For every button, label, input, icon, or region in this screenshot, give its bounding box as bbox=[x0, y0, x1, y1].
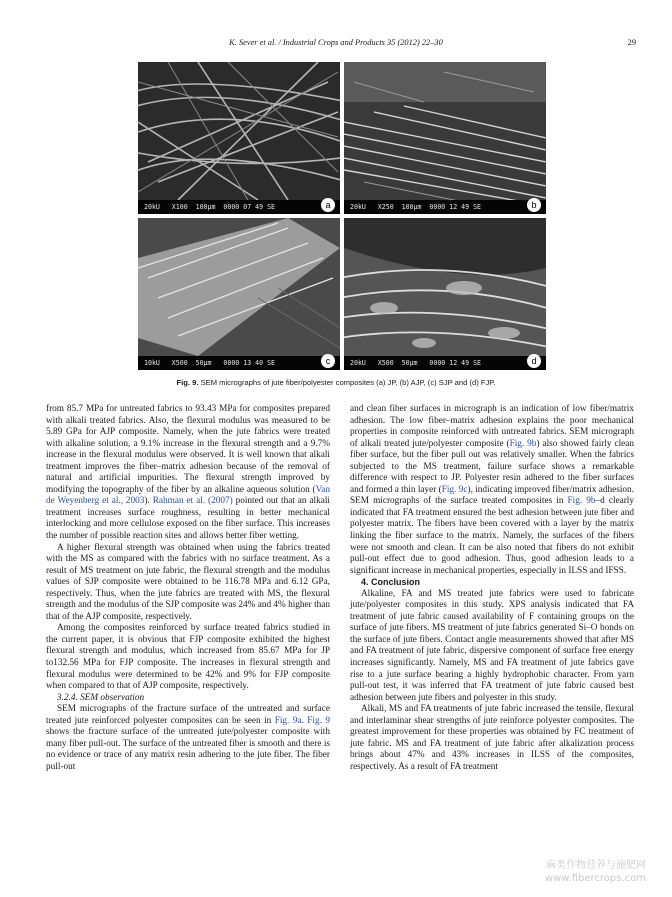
section-heading: 4. Conclusion bbox=[361, 577, 421, 588]
left-paragraph-3: Among the composites reinforced by surface treated fabrics studied in the current paper, it is obvious that FJP composite exhibited the highest flexural strength and modulus, which increased from 85.67 MPa for JP to132.56 MPa for FJP composite. The increases in flexural strength and flexural modulus were determined to be 42% and 9% for FJP composite when compared to that of AJP composite, respectively. bbox=[46, 623, 330, 692]
text-span: from 85.7 MPa for untreated fabrics to 93.43 MPa for composites prepared with alkali treated fabrics. Also, the flexural modulus was measured to be 5.89 GPa for AJP composite. Namely, when the jute fabrics were treated with alkaline solution, a 9.1% increase in the flexural strength and a 9.7% increase in the flexural modulus were observed. It is well known that alkali treatment improves the fiber–matrix adhesion because of the removal of natural and artificial impurities. The flexural strength improved by modifying the topography of the fiber by an alkaline aqueous solution ( bbox=[46, 404, 330, 495]
text-span: and clean fiber surfaces in micrograph is an indication of low fiber/matrix adhesion. The low fiber–matrix adhesion explains the poor mechanical properties in composite reinforced with untreated fabrics. SEM micrograph of alkali treated jute/polyester composite ( bbox=[350, 404, 634, 449]
ref-link[interactable]: Rahman et al. (2007) bbox=[152, 496, 233, 507]
text-span: . bbox=[301, 715, 308, 726]
figure-caption bbox=[0, 378, 672, 387]
left-paragraph-1 bbox=[46, 404, 330, 543]
panel-label-d: d bbox=[527, 354, 541, 368]
scale-info-c: 10kU X500 50μm 0000 13 40 SE bbox=[138, 356, 340, 370]
panel-label-c: c bbox=[321, 354, 335, 368]
ref-link[interactable]: Fig. 9 bbox=[307, 715, 330, 726]
sem-panel-c bbox=[138, 218, 340, 370]
text-span: SEM micrographs of the fracture surface of the untreated and surface treated jute reinforced polyester composites can be seen in bbox=[46, 704, 330, 726]
right-paragraph-2: Alkaline, FA and MS treated jute fabrics were used to fabricate jute/polyester composites in this study. XPS analysis indicated that FA treatment of jute fabric caused availability of F containing groups on the surface of jute fibers. MS treatment of jute fabrics generated Si–O bonds on the surface of jute fibers. Contact angle measurements showed that after MS and FA treatment of jute fabric, dispersive component of surface free energy increases significantly. Namely, MS and FA treatment of jute fabrics gave rise to a jute surface bearing a highly hydrophobic character. From yarn pull-out test, it was inferred that FA treatment of jute fabric caused best adhesion between jute fibers and polyester in this study. bbox=[350, 588, 634, 703]
caption-text: SEM micrographs of jute fiber/polyester composites (a) JP, (b) AJP, (c) SJP and (d) FJP. bbox=[200, 378, 496, 387]
scale-info-d: 20kU X500 50μm 0000 12 49 SE bbox=[344, 356, 546, 370]
right-paragraph-3: Alkali, MS and FA treatments of jute fabric increased the tensile, flexural and interlaminar shear strengths of jute reinforce polyester composites. The greatest improvement for these properties was obtained by FC treatment of jute fabric. MS and FA treatment of jute fabric after alkalization process brings about 47% and 43% increases in ILSS of the composites, respectively. As a result of FA treatment bbox=[350, 704, 634, 772]
scale-info-a: 20kU X100 100μm 0000 07 49 SE bbox=[138, 200, 340, 214]
text-span: ) also showed fairly clean fiber surface, but the fiber pull out was relatively smaller. When the fabrics subjected to the MS treatment, failure surface shows a remarkable difference with respect to JP. Polyester resin adhered to the fiber surfaces and formed a thin layer ( bbox=[350, 438, 634, 495]
running-title: K. Sever et al. / Industrial Crops and Products 35 (2012) 22–30 bbox=[229, 38, 443, 47]
ref-link[interactable]: Fig. 9a bbox=[274, 715, 302, 726]
text-span: ). bbox=[144, 496, 153, 507]
sem-panel-d bbox=[344, 218, 546, 370]
sem-image-d bbox=[344, 218, 546, 370]
caption-label: Fig. 9. bbox=[176, 378, 199, 387]
ref-link[interactable]: Fig. 9b bbox=[567, 496, 596, 507]
text-span: pointed out that an alkali treatment increases surface roughness, resulting in better mechanical interlocking and more cellulose exposed on the fiber surface. This increases the number of possible reaction sites and allows better fiber wetting. bbox=[46, 496, 330, 542]
panel-label-a: a bbox=[321, 198, 335, 212]
sem-image-a bbox=[138, 62, 340, 214]
ref-link[interactable]: Van de Weyenberg et al., 2003 bbox=[46, 484, 330, 507]
text-span: –d clearly indicated that FA treatment ensured the best adhesion between jute fiber and polyester matrix. The fibers have been covered with a layer by the matrix linking the fiber surface to the matrix. Namely, the surfaces of the fibers were not smooth and clean. It can be also noted that fibers do not exhibit pull-out effect due to good adhesion. Thus, good adhesion leads to a significant increase in mechanical properties, especially in ILSS and IFSS. bbox=[350, 496, 634, 576]
sem-image-c bbox=[138, 218, 340, 370]
sem-panel-a bbox=[138, 62, 340, 214]
sem-image-b bbox=[344, 62, 546, 214]
right-paragraph-1 bbox=[350, 404, 634, 577]
watermark-line-1: 麻类作物营养与施肥网 bbox=[546, 860, 646, 871]
sem-panel-b bbox=[344, 62, 546, 214]
text-span: shows the fracture surface of the untreated jute/polyester composite with many fiber pull-out. The surface of the untreated fiber is smooth and there is no evidence or trace of any matrix resin adhering to the jute fiber. The fiber pull-out bbox=[46, 727, 330, 772]
text-span: ), indicating improved fiber/matrix adhesion. SEM micrographs of the surface treated composites in bbox=[350, 484, 634, 507]
left-paragraph-2: A higher flexural strength was obtained when using the fabrics treated with the MS as compared with the fabrics with no surface treatment. As a result of MS treatment on jute fabric, the flexural strength and the modulus values of SJP composite were obtained to be 116.78 MPa and 6.12 GPa, respectively. Thus, when the jute fabrics are treated with MS, the flexural strength and the modulus of the SJP composite was 24% and 4% higher than that of the AJP composite, respectively. bbox=[46, 542, 330, 622]
left-paragraph-4 bbox=[46, 704, 330, 773]
watermark-line-2: www.fibercrops.com bbox=[544, 873, 646, 884]
right-column bbox=[350, 404, 634, 774]
panel-label-b: b bbox=[527, 198, 541, 212]
watermark bbox=[496, 859, 646, 885]
figure-9 bbox=[138, 62, 546, 370]
left-column bbox=[46, 404, 330, 774]
running-header bbox=[0, 38, 672, 52]
subsection-heading: 3.2.4. SEM observation bbox=[57, 692, 145, 703]
page-number: 29 bbox=[627, 38, 636, 47]
scale-info-b: 20kU X250 100μm 0000 12 49 SE bbox=[344, 200, 546, 214]
ref-link[interactable]: Fig. 9b bbox=[509, 438, 537, 449]
ref-link[interactable]: Fig. 9c bbox=[441, 484, 468, 495]
